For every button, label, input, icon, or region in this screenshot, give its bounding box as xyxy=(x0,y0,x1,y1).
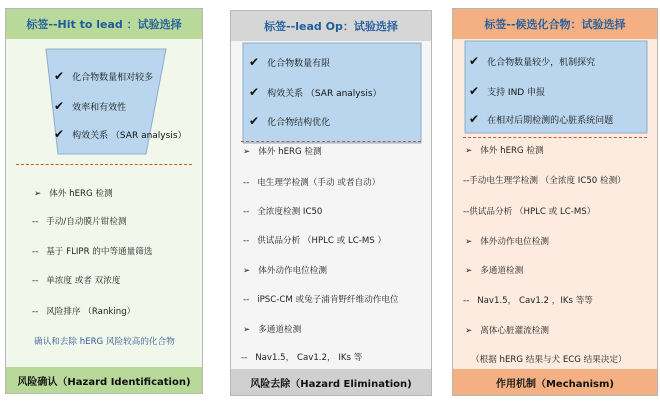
list-item: ➢ 体外 hERG 检测 xyxy=(465,146,544,156)
check-item: ✔ 构效关系 （SAR analysis） xyxy=(249,85,382,99)
panel-title: 标签--候选化合物：试验选择 xyxy=(453,9,657,39)
checkmark-icon: ✔ xyxy=(249,85,260,99)
list-item: -- 基于 FLIPR 的中等通量筛选 xyxy=(32,247,153,257)
list-item: ➢ 体外 hERG 检测 xyxy=(34,189,113,199)
lead-op-panel xyxy=(230,10,432,396)
list-item: -- 电生理学检测（手动 或者自动） xyxy=(243,178,381,188)
funnel-shape xyxy=(6,9,204,169)
checkmark-icon: ✔ xyxy=(249,55,260,69)
panel-footer: 作用机制（Mechanism) xyxy=(453,369,657,395)
hit-to-lead-panel xyxy=(5,8,203,394)
divider xyxy=(16,164,192,165)
panel-title: 标签--lead Op：试验选择 xyxy=(231,11,431,41)
list-item: -- Nav1.5， Cav1.2， IKs 等 xyxy=(241,353,363,363)
list-item: -- 风险排序 （Ranking） xyxy=(32,307,136,317)
checkmark-icon: ✔ xyxy=(54,69,65,83)
list-item: -- Nav1.5， Cav1.2 ，IKs 等等 xyxy=(463,296,593,306)
list-item: -- 供试品分析 （HPLC 或 LC-MS ） xyxy=(243,236,387,246)
check-item: ✔ 在相对后期检测的心脏系统问题 xyxy=(469,112,614,126)
checkmark-icon: ✔ xyxy=(469,84,480,98)
list-item: ➢ 多通道检测 xyxy=(465,266,524,276)
list-item: -- 手动/自动膜片钳检测 xyxy=(32,217,127,227)
check-item: ✔ 化合物数量有限 xyxy=(249,55,331,69)
check-item: ✔ 支持 IND 申报 xyxy=(469,84,546,98)
list-item: （根据 hERG 结果与犬 ECG 结果决定） xyxy=(471,355,627,365)
checkmark-icon: ✔ xyxy=(249,114,260,128)
checkmark-icon: ✔ xyxy=(54,99,65,113)
checkmark-icon: ✔ xyxy=(54,127,65,141)
list-item: --供试品分析 （HPLC 或 LC-MS） xyxy=(463,207,596,217)
check-item: ✔ 效率和有效性 xyxy=(54,99,127,113)
panel-title: 标签--Hit to lead ：试验选择 xyxy=(6,9,202,39)
check-item: ✔ 构效关系 （SAR analysis） xyxy=(54,127,187,141)
list-item: ➢ 多通道检测 xyxy=(243,325,302,335)
check-item: ✔ 化合物数量相对较多 xyxy=(54,69,154,83)
divider xyxy=(241,141,421,142)
list-item: ➢ 体外动作电位检测 xyxy=(465,237,549,247)
list-item: ➢ 体外 hERG 检测 xyxy=(243,147,322,157)
panel-footer: 风险确认（Hazard Identification) xyxy=(6,367,202,393)
list-item: ➢ 体外动作电位检测 xyxy=(243,266,327,276)
list-item: -- 全浓度检测 IC50 xyxy=(243,207,323,217)
list-item: ➢ 离体心脏灌流检测 xyxy=(465,326,549,336)
check-item: ✔ 化合物结构优化 xyxy=(249,114,331,128)
panel-footer: 风险去除（Hazard Elimination) xyxy=(231,369,431,395)
list-item: -- 单浓度 或者 双浓度 xyxy=(32,276,121,286)
checkmark-icon: ✔ xyxy=(469,112,480,126)
check-item: ✔ 化合物数量较少，机制探究 xyxy=(469,54,596,68)
conclusion-text: 确认和去除 hERG 风险较高的化合物 xyxy=(34,337,175,347)
list-item: --手动电生理学检测 （全浓度 IC50 检测） xyxy=(463,176,626,186)
candidate-panel xyxy=(452,8,658,396)
checkmark-icon: ✔ xyxy=(469,54,480,68)
divider xyxy=(463,137,647,138)
list-item: -- iPSC-CM 或兔子浦肯野纤维动作电位 xyxy=(243,295,399,305)
